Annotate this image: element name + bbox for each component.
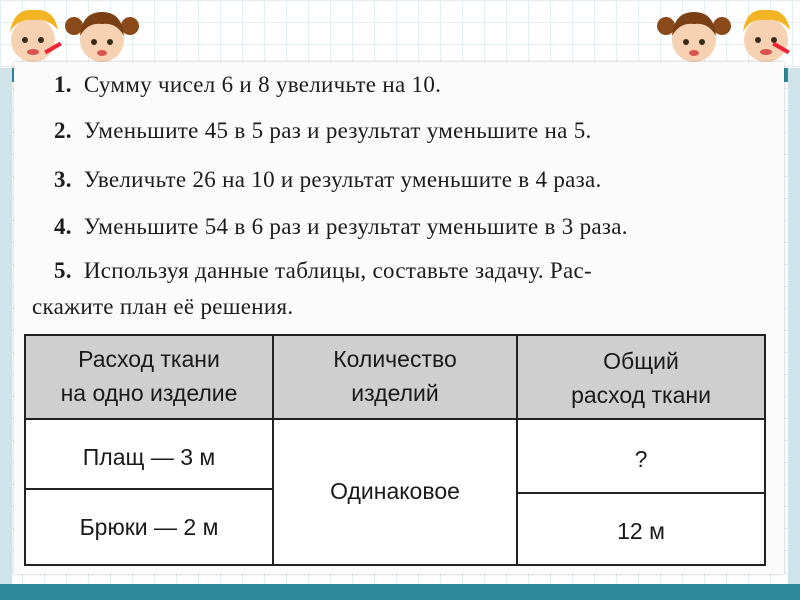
row-divider [516,492,764,494]
task-number: 3. [54,167,72,192]
task-text: Уменьшите 54 в 6 раз и результат уменьшите в 3 раза. [83,214,628,239]
header-cell-total [518,344,764,412]
quantity-cell: Одинаковое [330,478,460,504]
header-line: Количество [333,346,457,372]
task-text: Уменьшите 45 в 5 раз и результат уменьшите на 5. [83,118,592,143]
task-1 [54,72,441,98]
total-trousers: 12 м [617,518,665,544]
boy-cartoon-icon [0,2,70,64]
girl-cartoon-icon [656,2,732,64]
header-line: изделий [351,380,439,406]
bottom-band [0,584,800,600]
task-text: Увеличьте 26 на 10 и результат уменьшите в 4 раза. [83,167,602,192]
task-text: Используя данные таблицы, составьте задачу. Рас- [83,258,592,283]
header-line: на одно изделие [60,380,238,406]
task-number: 2. [54,118,72,143]
boy-cartoon-icon [728,2,800,64]
header-line: расход ткани [571,382,711,408]
task-2 [54,118,592,144]
task-number: 4. [54,214,72,239]
task-text: Сумму чисел 6 и 8 увеличьте на 10. [83,72,442,97]
task-4 [54,214,628,240]
left-edge [0,68,12,584]
girl-cartoon-icon [64,2,140,64]
row-divider [26,488,272,490]
task-5 [54,258,592,284]
right-edge [788,68,800,584]
header-line: Расход ткани [78,346,220,372]
task-number: 5. [54,258,72,283]
item-raincoat: Плащ — 3 м [82,444,216,470]
header-line: Общий [603,348,679,374]
task-5-continuation: скажите план её решения. [32,294,294,319]
header-cell-fabric-per-item [26,342,272,410]
task-3 [54,167,602,193]
task-number: 1. [54,72,72,97]
total-raincoat: ? [634,446,648,472]
fabric-table [24,334,766,566]
item-trousers: Брюки — 2 м [79,514,219,540]
header-cell-quantity [274,342,516,410]
